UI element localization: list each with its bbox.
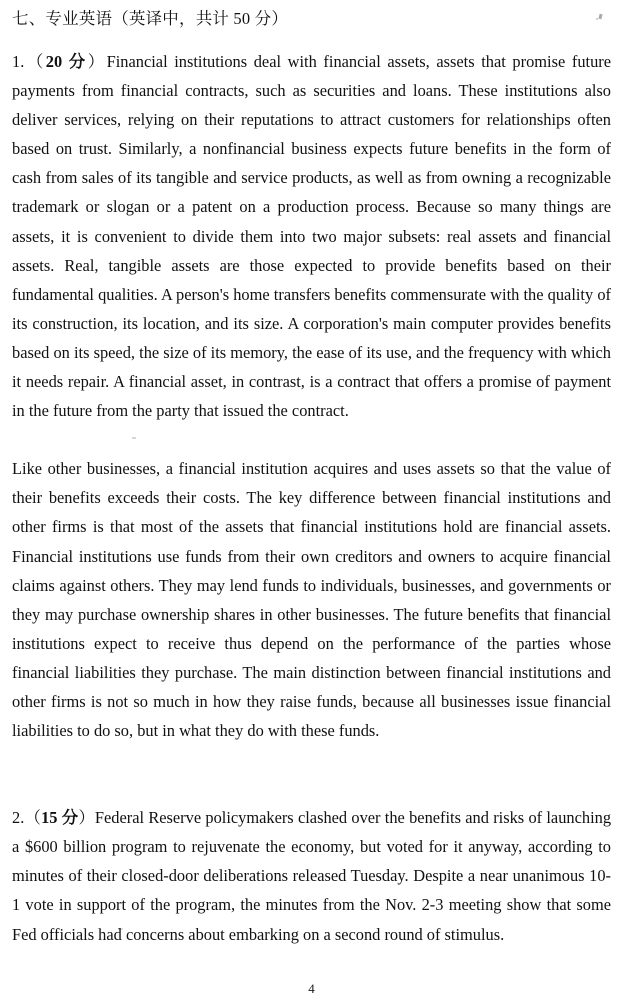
question-1-body-1: Financial institutions deal with financial assets, assets that promise future payments from financial contracts, such as securities and loans. These institutions also deliver services, relying on their reputations to attract customers for relationships often based on trust. Similarly, a nonfinancial business expects future benefits in the form of cash from sales of its tangible and service products, as well as from owning a recognizable trademark or slogan or a patent on a production process. Because so many things are assets, it is convenient to divide them into two major subsets: real assets and financial assets. Real, tangible assets are those expected to provide benefits based on their fundamental qualities. A person's home transfers benefits commensurate with the quality of its construction, its location, and its size. A corporation's main computer provides benefits based on its speed, the size of its memory, the ease of its use, and the frequency with which it needs repair. A financial asset, in contrast, is a contract that offers a promise of payment in the future from the party that issued the contract. xyxy=(12,52,611,421)
question-1-marks: 20 分 xyxy=(45,52,88,71)
question-1-marks-open: （ xyxy=(24,52,46,71)
page-number: 4 xyxy=(308,981,315,996)
page-content xyxy=(12,0,611,949)
question-1-marks-close: ） xyxy=(87,52,107,71)
question-1-paragraph-1 xyxy=(12,47,611,425)
question-2-marks-close: ） xyxy=(78,808,95,828)
question-1-paragraph-2: Like other businesses, a financial institution acquires and uses assets so that the value of their benefits exceeds their costs. The key difference between financial institutions and other firms is that most of the assets that financial institutions hold are financial assets. Financial institutions use funds from their own creditors and owners to acquire financial claims against others. They may lend funds to individuals, businesses, and governments or they may purchase ownership shares in other businesses. The future benefits that financial institutions expect to receive thus depend on the performance of the parties whose financial liabilities they purchase. The main distinction between financial institutions and other firms is not so much in how they raise funds, because all businesses issue financial liabilities to do so, but in what they do with these funds. xyxy=(12,459,611,741)
question-2-paragraph-1 xyxy=(12,803,611,948)
spacer xyxy=(12,745,611,803)
spacer xyxy=(12,425,611,454)
question-2-body-1: Federal Reserve policymakers clashed over the benefits and risks of launching a $600 billion program to rejuvenate the economy, but voted for it anyway, according to minutes of their closed-door deliberations released Tuesday. Despite a near unanimous 10-1 vote in support of the program, the minutes from the Nov. 2-3 meeting show that some Fed officials had concerns about embarking on a second round of stimulus. xyxy=(12,808,612,944)
question-1-number: 1. xyxy=(12,52,25,71)
section-heading: 七、专业英语（英译中，共计 50 分） xyxy=(12,9,289,28)
question-2-marks: 15 分 xyxy=(41,808,79,828)
question-2-number: 2. xyxy=(12,808,25,828)
question-2-marks-open: （ xyxy=(24,808,42,828)
spacer xyxy=(12,34,611,47)
